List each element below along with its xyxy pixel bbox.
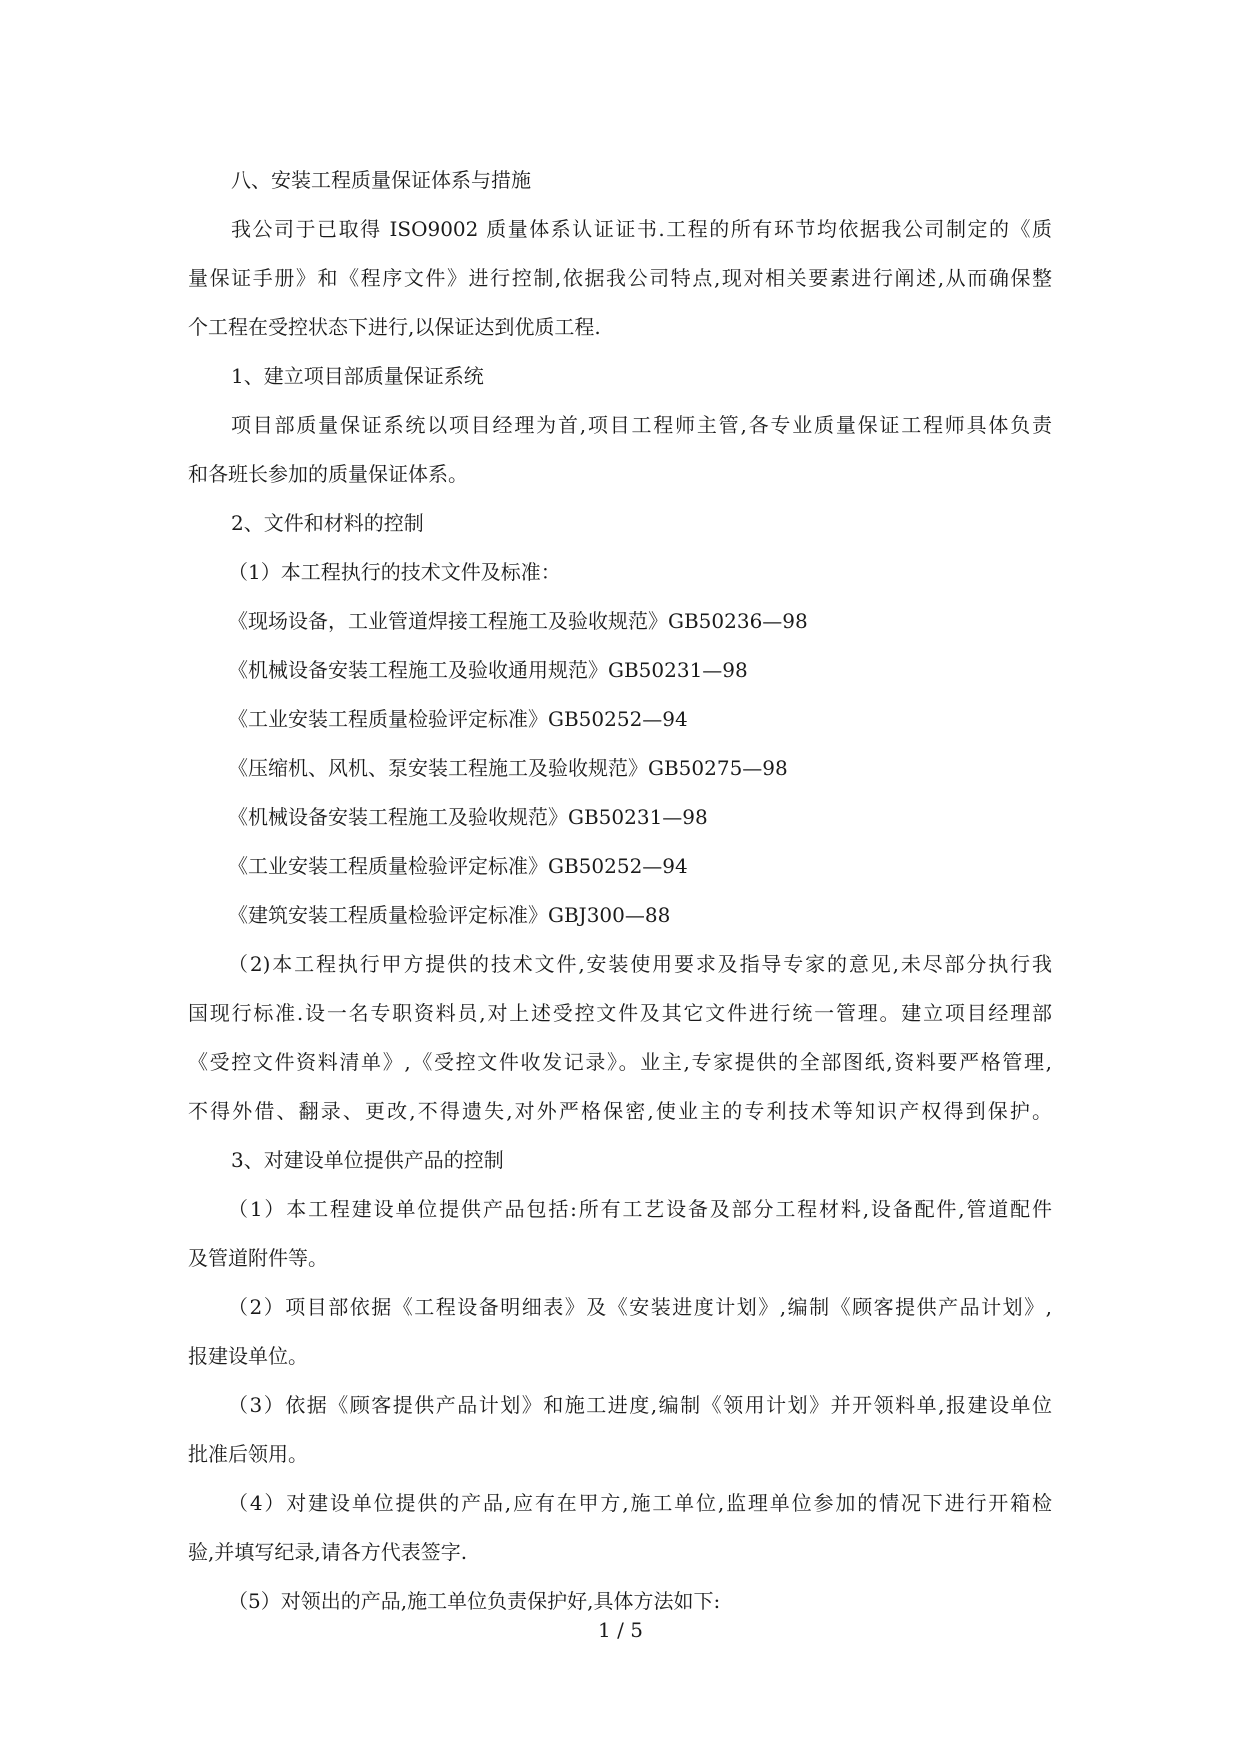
paragraph-line: 批准后领用。: [188, 1442, 308, 1466]
paragraph-line: 量保证手册》和《程序文件》进行控制,依据我公司特点,现对相关要素进行阐述,从而确保整: [188, 266, 1052, 290]
paragraph-line: 我公司于已取得 ISO9002 质量体系认证证书.工程的所有环节均依据我公司制定的《质: [231, 217, 1052, 241]
paragraph-line: 《受控文件资料清单》,《受控文件收发记录》。业主,专家提供的全部图纸,资料要严格管理,: [188, 1050, 1052, 1074]
list-item: （1）本工程执行的技术文件及标准：: [228, 560, 561, 584]
paragraph-line: （5）对领出的产品,施工单位负责保护好,具体方法如下:: [228, 1589, 721, 1613]
standard-item: 《工业安装工程质量检验评定标准》GB50252—94: [228, 707, 688, 731]
standard-item: 《现场设备，工业管道焊接工程施工及验收规范》GB50236—98: [228, 609, 808, 633]
paragraph-line: （3）依据《顾客提供产品计划》和施工进度,编制《领用计划》并开领料单,报建设单位: [228, 1393, 1052, 1417]
paragraph-line: 国现行标准.设一名专职资料员,对上述受控文件及其它文件进行统一管理。建立项目经理部: [188, 1001, 1052, 1025]
subsection-heading: 3、对建设单位提供产品的控制: [231, 1148, 504, 1172]
paragraph-line: 不得外借、翻录、更改,不得遗失,对外严格保密,使业主的专利技术等知识产权得到保护。: [188, 1099, 1052, 1123]
paragraph-line: 个工程在受控状态下进行,以保证达到优质工程.: [188, 315, 601, 339]
standard-item: 《机械设备安装工程施工及验收规范》GB50231—98: [228, 805, 708, 829]
paragraph-line: 验,并填写纪录,请各方代表签字.: [188, 1540, 468, 1564]
paragraph-line: （4）对建设单位提供的产品,应有在甲方,施工单位,监理单位参加的情况下进行开箱检: [228, 1491, 1052, 1515]
standard-item: 《压缩机、风机、泵安装工程施工及验收规范》GB50275—98: [228, 756, 788, 780]
section-heading: 八、安装工程质量保证体系与措施: [231, 168, 531, 192]
paragraph-line: （2）项目部依据《工程设备明细表》及《安装进度计划》,编制《顾客提供产品计划》,: [228, 1295, 1052, 1319]
standard-item: 《机械设备安装工程施工及验收通用规范》GB50231—98: [228, 658, 748, 682]
paragraph-line: 报建设单位。: [188, 1344, 308, 1368]
standard-item: 《建筑安装工程质量检验评定标准》GBJ300—88: [228, 903, 671, 927]
subsection-heading: 2、文件和材料的控制: [231, 511, 424, 535]
paragraph-line: 及管道附件等。: [188, 1246, 328, 1270]
subsection-heading: 1、建立项目部质量保证系统: [231, 364, 484, 388]
page-number: 1 / 5: [598, 1618, 643, 1642]
standard-item: 《工业安装工程质量检验评定标准》GB50252—94: [228, 854, 688, 878]
paragraph-line: 项目部质量保证系统以项目经理为首,项目工程师主管,各专业质量保证工程师具体负责: [231, 413, 1052, 437]
paragraph-line: 和各班长参加的质量保证体系。: [188, 462, 468, 486]
paragraph-line: （2)本工程执行甲方提供的技术文件,安装使用要求及指导专家的意见,未尽部分执行我: [228, 952, 1052, 976]
paragraph-line: （1）本工程建设单位提供产品包括:所有工艺设备及部分工程材料,设备配件,管道配件: [228, 1197, 1052, 1221]
document-body: [188, 156, 1052, 1626]
